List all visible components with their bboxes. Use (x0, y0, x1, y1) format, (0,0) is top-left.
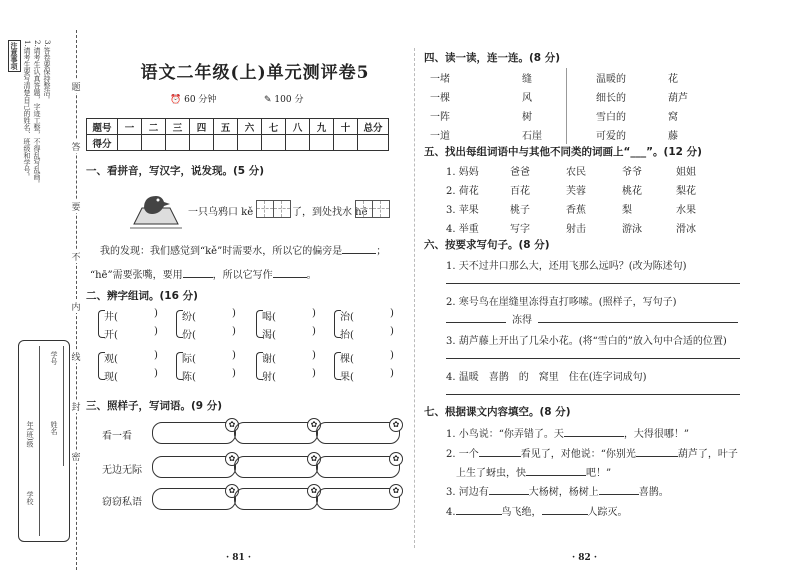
match-word[interactable]: 温暖的 (596, 74, 626, 85)
word-answer-pill[interactable] (316, 422, 400, 444)
matching-divider (566, 68, 567, 144)
section-7-heading: 七、根据课文内容填空。(8 分) (424, 406, 571, 418)
flower-icon: ✿ (307, 484, 321, 498)
char-option: 开( (104, 330, 118, 341)
cut-char: 封 (70, 400, 82, 413)
fill-line-2-cont (456, 464, 611, 479)
match-word[interactable]: 一阵 (430, 112, 450, 123)
word-answer-slot[interactable] (202, 309, 230, 321)
pinyin-text-1: 一只乌鸦口 kě (188, 207, 254, 218)
rewrite-q1: 1. 天不过井口那么大，还用飞那么远吗？(改为陈述句) (446, 261, 687, 272)
score-cell[interactable] (118, 135, 142, 151)
tianzi-box[interactable] (273, 200, 291, 218)
score-header: 总分 (358, 119, 389, 135)
group-word[interactable]: 2. 荷花 (446, 186, 479, 197)
discovery-period: 。 (306, 270, 317, 281)
word-answer-pill[interactable] (316, 488, 400, 510)
flower-icon: ✿ (307, 452, 321, 466)
fill-text: 人踪灭。 (587, 507, 628, 518)
section-4-heading: 四、读一读，连一连。(8 分) (424, 52, 561, 64)
answer-blank[interactable] (489, 494, 529, 495)
tianzi-box[interactable] (372, 200, 390, 218)
match-word[interactable]: 树 (522, 112, 532, 123)
close-paren: ) (232, 368, 236, 379)
word-answer-slot[interactable] (360, 369, 388, 381)
match-word[interactable]: 可爱的 (596, 131, 626, 142)
score-header: 五 (214, 119, 238, 135)
close-paren: ) (312, 308, 316, 319)
discovery-line-1 (100, 242, 386, 257)
crow-drinking-illustration (130, 188, 182, 230)
rewrite-q4: 4. 温暖 喜鹊 的 窝里 住在(连字词成句) (446, 372, 647, 383)
word-answer-pill[interactable] (234, 488, 318, 510)
close-paren: ) (312, 350, 316, 361)
close-paren: ) (232, 326, 236, 337)
close-paren: ) (232, 308, 236, 319)
rewrite-q2-word: 冻得 (512, 315, 532, 326)
rewrite-q3: 3. 葫芦藤上开出了几朵小花。(将“雪白的”放入句中合适的位置) (446, 336, 727, 347)
word-answer-slot[interactable] (282, 351, 310, 363)
score-cell[interactable] (334, 135, 358, 151)
group-word[interactable]: 爷爷 (622, 167, 642, 178)
close-paren: ) (154, 326, 158, 337)
cut-char: 内 (70, 300, 82, 313)
fill-line-3 (446, 483, 669, 498)
score-cell[interactable] (286, 135, 310, 151)
tianzi-box[interactable] (256, 200, 274, 218)
info-write-line (63, 346, 64, 466)
char-option: 射( (262, 372, 276, 383)
answer-blank[interactable] (542, 514, 588, 515)
fill-text: 吧！” (586, 468, 612, 479)
score-header: 二 (142, 119, 166, 135)
word-answer-slot[interactable] (282, 309, 310, 321)
score-cell[interactable] (190, 135, 214, 151)
score-header: 一 (118, 119, 142, 135)
answer-blank[interactable] (273, 277, 307, 278)
close-paren: ) (390, 326, 394, 337)
score-header: 七 (262, 119, 286, 135)
pattern-word: 窃窃私语 (102, 497, 142, 508)
fill-text: 大杨树，杨树上 (528, 487, 599, 498)
word-answer-slot[interactable] (124, 351, 152, 363)
match-word[interactable]: 石崖 (522, 131, 542, 142)
answer-blank[interactable] (342, 253, 376, 254)
exam-score (264, 92, 303, 105)
score-header: 六 (238, 119, 262, 135)
char-option: 喝( (262, 312, 276, 323)
rewrite-q2: 2. 寒号鸟在崖缝里冻得直打哆嗦。(照样子，写句子) (446, 297, 677, 308)
group-word[interactable]: 滑冰 (676, 224, 696, 235)
word-answer-pill[interactable] (152, 422, 236, 444)
notice-label: 注意事项 (10, 42, 19, 70)
cut-char: 不 (70, 250, 82, 263)
group-word[interactable]: 农民 (566, 167, 586, 178)
word-answer-slot[interactable] (282, 369, 310, 381)
close-paren: ) (312, 368, 316, 379)
close-paren: ) (154, 350, 158, 361)
answer-line[interactable] (446, 358, 740, 359)
score-cell[interactable] (238, 135, 262, 151)
cut-char: 题 (70, 80, 82, 93)
char-option: 抬( (340, 330, 354, 341)
discovery-semicolon: ； (376, 246, 387, 257)
fill-text: 1. 小鸟说：“你弄错了。天 (446, 429, 564, 440)
answer-blank[interactable] (564, 436, 624, 437)
match-word[interactable]: 缝 (522, 74, 532, 85)
match-word[interactable]: 藤 (668, 131, 678, 142)
group-word[interactable]: 桃花 (622, 186, 642, 197)
match-word[interactable]: 一道 (430, 131, 450, 142)
char-option: 现( (104, 372, 118, 383)
score-row-label: 得分 (87, 135, 118, 151)
fill-text: ，大得很哪！” (623, 429, 689, 440)
page-number-left: · 81 · (226, 553, 252, 563)
close-paren: ) (154, 368, 158, 379)
char-option: 果( (340, 372, 354, 383)
student-info-box (18, 340, 70, 542)
close-paren: ) (390, 350, 394, 361)
group-word[interactable]: 3. 苹果 (446, 205, 479, 216)
info-school: 学校 (26, 491, 34, 505)
fill-line-1 (446, 425, 689, 440)
score-cell[interactable] (142, 135, 166, 151)
exam-time (170, 92, 216, 105)
group-word[interactable]: 游泳 (622, 224, 642, 235)
info-number: 学号 (50, 351, 58, 365)
exam-score-text: 100 分 (274, 95, 304, 105)
word-answer-slot[interactable] (360, 327, 388, 339)
fill-text: 3. 河边有 (446, 487, 489, 498)
score-header: 题号 (87, 119, 118, 135)
group-word[interactable]: 写字 (510, 224, 530, 235)
answer-line[interactable] (446, 322, 506, 323)
char-option: 观( (104, 354, 118, 365)
match-word[interactable]: 风 (522, 93, 532, 104)
cut-char: 线 (70, 350, 82, 363)
pattern-word: 看一看 (102, 431, 132, 442)
discovery-text-1: 我的发现：我们感觉到“kě”时需要水，所以它的偏旁是 (100, 246, 343, 257)
score-header: 四 (190, 119, 214, 135)
flower-icon: ✿ (389, 452, 403, 466)
group-word[interactable]: 1. 妈妈 (446, 167, 479, 178)
word-answer-pill[interactable] (234, 422, 318, 444)
answer-blank[interactable] (183, 277, 213, 278)
word-answer-pill[interactable] (152, 456, 236, 478)
flower-icon: ✿ (225, 484, 239, 498)
group-word[interactable]: 梨 (622, 205, 632, 216)
match-word[interactable]: 窝 (668, 112, 678, 123)
close-paren: ) (232, 350, 236, 361)
fill-text: 2. 一个 (446, 449, 479, 460)
score-cell[interactable] (166, 135, 190, 151)
flower-icon: ✿ (225, 452, 239, 466)
flower-icon: ✿ (389, 418, 403, 432)
char-option: 治( (340, 312, 354, 323)
cut-char: 密 (70, 450, 82, 463)
fill-text: 4. (446, 507, 456, 518)
fill-text: 鸟飞绝， (501, 507, 542, 518)
binding-strip (0, 0, 92, 588)
notice-line-1: 1.请考生要写清楚自己的姓名、班级和学号。 (23, 40, 31, 180)
exam-time-text: 60 分钟 (184, 95, 217, 105)
word-answer-slot[interactable] (282, 327, 310, 339)
tianzi-box[interactable] (355, 200, 373, 218)
char-option: 渴( (262, 330, 276, 341)
match-word[interactable]: 葫芦 (668, 93, 688, 104)
cut-char: 要 (70, 200, 82, 213)
discovery-text-2b: ，所以它写作 (212, 270, 273, 281)
pattern-word: 无边无际 (102, 465, 142, 476)
word-answer-pill[interactable] (152, 488, 236, 510)
fill-line-2 (446, 445, 738, 460)
group-word[interactable]: 百花 (510, 186, 530, 197)
score-cell[interactable] (310, 135, 334, 151)
flower-icon: ✿ (389, 484, 403, 498)
score-header: 十 (334, 119, 358, 135)
pinyin-text-2: 了，到处找水 hē (292, 207, 368, 218)
char-option: 份( (182, 330, 196, 341)
info-name: 姓名 (50, 421, 58, 435)
group-word[interactable]: 4. 举重 (446, 224, 479, 235)
fill-text: 葫芦了，叶子 (677, 449, 738, 460)
score-cell[interactable] (262, 135, 286, 151)
group-word[interactable]: 芙蓉 (566, 186, 586, 197)
page-number-right: · 82 · (572, 553, 598, 563)
pen-icon: ✎ (264, 95, 272, 105)
word-answer-slot[interactable] (202, 351, 230, 363)
char-option: 纷( (182, 312, 196, 323)
score-header: 九 (310, 119, 334, 135)
match-word[interactable]: 一堵 (430, 74, 450, 85)
clock-icon: ⏰ (170, 95, 182, 105)
discovery-text-2a: “hē”需要张嘴，要用 (90, 270, 183, 281)
group-word[interactable]: 桃子 (510, 205, 530, 216)
section-5-heading: 五、找出每组词语中与其他不同类的词画上“___”。(12 分) (424, 146, 702, 158)
flower-icon: ✿ (307, 418, 321, 432)
answer-line[interactable] (446, 394, 740, 395)
answer-blank[interactable] (479, 456, 521, 457)
word-answer-pill[interactable] (316, 456, 400, 478)
group-word[interactable]: 射击 (566, 224, 586, 235)
char-option: 井( (104, 312, 118, 323)
notice-line-2: 2.请考生认真答题，字迹工整，不得乱写乱画。 (33, 40, 41, 187)
answer-blank[interactable] (599, 494, 639, 495)
flower-icon: ✿ (225, 418, 239, 432)
answer-line[interactable] (538, 322, 738, 323)
cut-char: 答 (70, 140, 82, 153)
group-word[interactable]: 梨花 (676, 186, 696, 197)
answer-blank[interactable] (456, 514, 502, 515)
answer-blank[interactable] (636, 456, 678, 457)
word-answer-slot[interactable] (202, 369, 230, 381)
fill-text: 上生了蚜虫，快 (456, 468, 526, 479)
word-answer-slot[interactable] (124, 327, 152, 339)
score-table (86, 118, 389, 151)
score-cell[interactable] (358, 135, 389, 151)
match-word[interactable]: 花 (668, 74, 678, 85)
section-3-heading: 三、照样子，写词语。(9 分) (86, 400, 223, 412)
match-word[interactable]: 雪白的 (596, 112, 626, 123)
paper-title: 语文二年级(上)单元测评卷5 (140, 63, 370, 83)
word-answer-slot[interactable] (124, 369, 152, 381)
section-2-heading: 二、辨字组词。(16 分) (86, 290, 198, 302)
section-6-heading: 六、按要求写句子。(8 分) (424, 239, 550, 251)
char-option: 陈( (182, 372, 196, 383)
word-answer-slot[interactable] (360, 309, 388, 321)
word-answer-slot[interactable] (360, 351, 388, 363)
close-paren: ) (390, 368, 394, 379)
info-write-line (39, 346, 40, 536)
close-paren: ) (390, 308, 394, 319)
char-option: 际( (182, 354, 196, 365)
notice-line-3: 3.答卷要保持整洁。 (43, 40, 51, 103)
match-word[interactable]: 一棵 (430, 93, 450, 104)
char-option: 棵( (340, 354, 354, 365)
score-header: 三 (166, 119, 190, 135)
char-option: 谢( (262, 354, 276, 365)
answer-line[interactable] (446, 283, 740, 284)
close-paren: ) (154, 308, 158, 319)
page-divider (414, 48, 415, 548)
group-word[interactable]: 爸爸 (510, 167, 530, 178)
fill-text: 喜鹊。 (638, 487, 669, 498)
group-word[interactable]: 姐姐 (676, 167, 696, 178)
answer-blank[interactable] (526, 475, 586, 476)
score-header: 八 (286, 119, 310, 135)
fill-text: 看见了，对他说：“你别光 (520, 449, 636, 460)
fill-line-4 (446, 503, 628, 518)
score-cell[interactable] (214, 135, 238, 151)
section-1-heading: 一、看拼音，写汉字，说发现。(5 分) (86, 165, 265, 177)
discovery-line-2 (90, 266, 317, 281)
info-class: 年(班)级 (26, 421, 34, 448)
word-answer-slot[interactable] (202, 327, 230, 339)
close-paren: ) (312, 326, 316, 337)
word-answer-pill[interactable] (234, 456, 318, 478)
word-answer-slot[interactable] (124, 309, 152, 321)
group-word[interactable]: 香蕉 (566, 205, 586, 216)
group-word[interactable]: 水果 (676, 205, 696, 216)
match-word[interactable]: 细长的 (596, 93, 626, 104)
